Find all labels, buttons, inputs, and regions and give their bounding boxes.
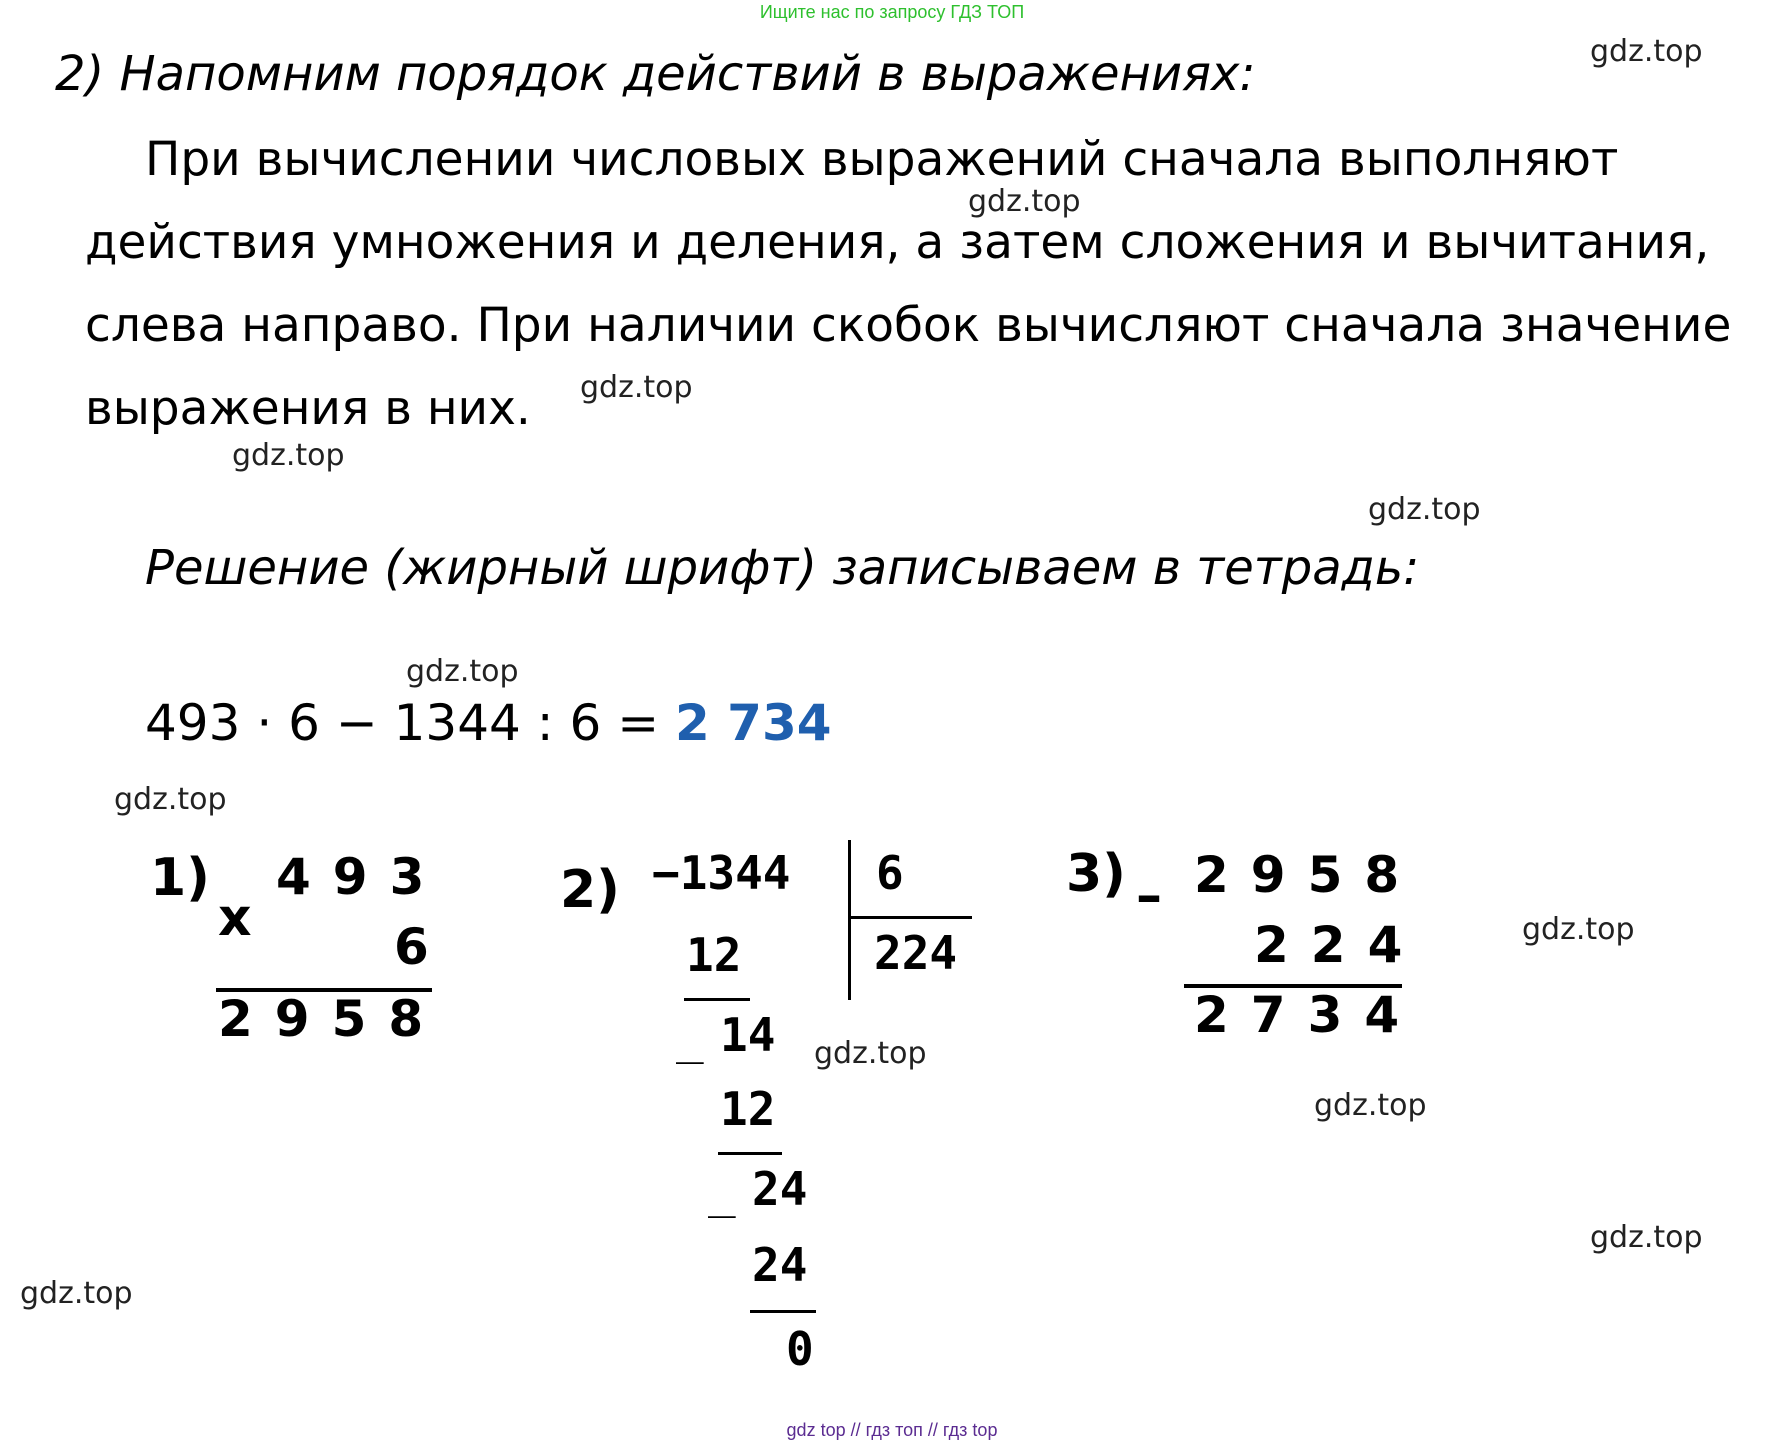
- step1-result: 2958: [218, 990, 446, 1048]
- step1-label: 1): [150, 848, 210, 908]
- watermark: gdz.top: [1522, 912, 1635, 947]
- watermark: gdz.top: [20, 1276, 133, 1311]
- step2-row: 12: [686, 928, 742, 982]
- step2-label: 2): [560, 860, 620, 920]
- rule-text: При вычислении числовых выражений сначала выполняют действия умножения и деления, а затем сложения и вычитания, слева направо. При наличии скобок вычисляют сначала значение выражения в них.: [85, 132, 1732, 436]
- rule-paragraph: [85, 118, 1755, 450]
- step2-rule: [750, 1310, 816, 1313]
- division-vertical-line: [848, 840, 851, 1000]
- step3-result: 2734: [1194, 986, 1422, 1044]
- solution-heading: Решение (жирный шрифт) записываем в тетрадь:: [145, 540, 1420, 596]
- step2-remainder: 0: [786, 1322, 814, 1376]
- answer: 2 734: [674, 694, 832, 752]
- watermark: gdz.top: [814, 1036, 927, 1071]
- top-banner[interactable]: Ищите нас по запросу ГДЗ ТОП: [759, 2, 1025, 22]
- step3-sign: –: [1136, 866, 1162, 926]
- step2-quotient: 224: [874, 926, 958, 980]
- step2-rule: [684, 998, 750, 1001]
- step2-row: 24: [752, 1238, 808, 1292]
- watermark: gdz.top: [1314, 1088, 1427, 1123]
- expression: 493 · 6 − 1344 : 6 =: [145, 694, 675, 752]
- minus-sign: _: [676, 1010, 704, 1064]
- footer-links[interactable]: gdz top // гдз топ // гдз top: [786, 1420, 998, 1440]
- step2-dividend: −1344: [652, 846, 791, 900]
- step2-row: 12: [720, 1082, 776, 1136]
- step3-subtrahend: 224: [1254, 916, 1425, 974]
- step2-row: 14: [720, 1008, 776, 1062]
- step2-rule: [718, 1152, 782, 1155]
- watermark: gdz.top: [1590, 1220, 1703, 1255]
- watermark: gdz.top: [1368, 492, 1481, 527]
- division-horizontal-line: [848, 916, 972, 919]
- step1-top: 493: [276, 848, 447, 906]
- step1-sign: x: [218, 888, 252, 948]
- step2-divisor: 6: [876, 846, 904, 900]
- watermark: gdz.top: [1590, 34, 1703, 69]
- step1-multiplier: 6: [394, 918, 451, 976]
- watermark: gdz.top: [114, 782, 227, 817]
- section-heading: 2) Напомним порядок действий в выражениях:: [55, 46, 1256, 102]
- expression-line: [145, 694, 832, 752]
- watermark: gdz.top: [406, 654, 519, 689]
- step3-label: 3): [1066, 844, 1126, 904]
- minus-sign: _: [708, 1164, 736, 1218]
- step2-row: 24: [752, 1162, 808, 1216]
- watermark: gdz.top: [968, 184, 1081, 219]
- watermark: gdz.top: [232, 438, 345, 473]
- watermark: gdz.top: [580, 370, 693, 405]
- step3-top: 2958: [1194, 846, 1422, 904]
